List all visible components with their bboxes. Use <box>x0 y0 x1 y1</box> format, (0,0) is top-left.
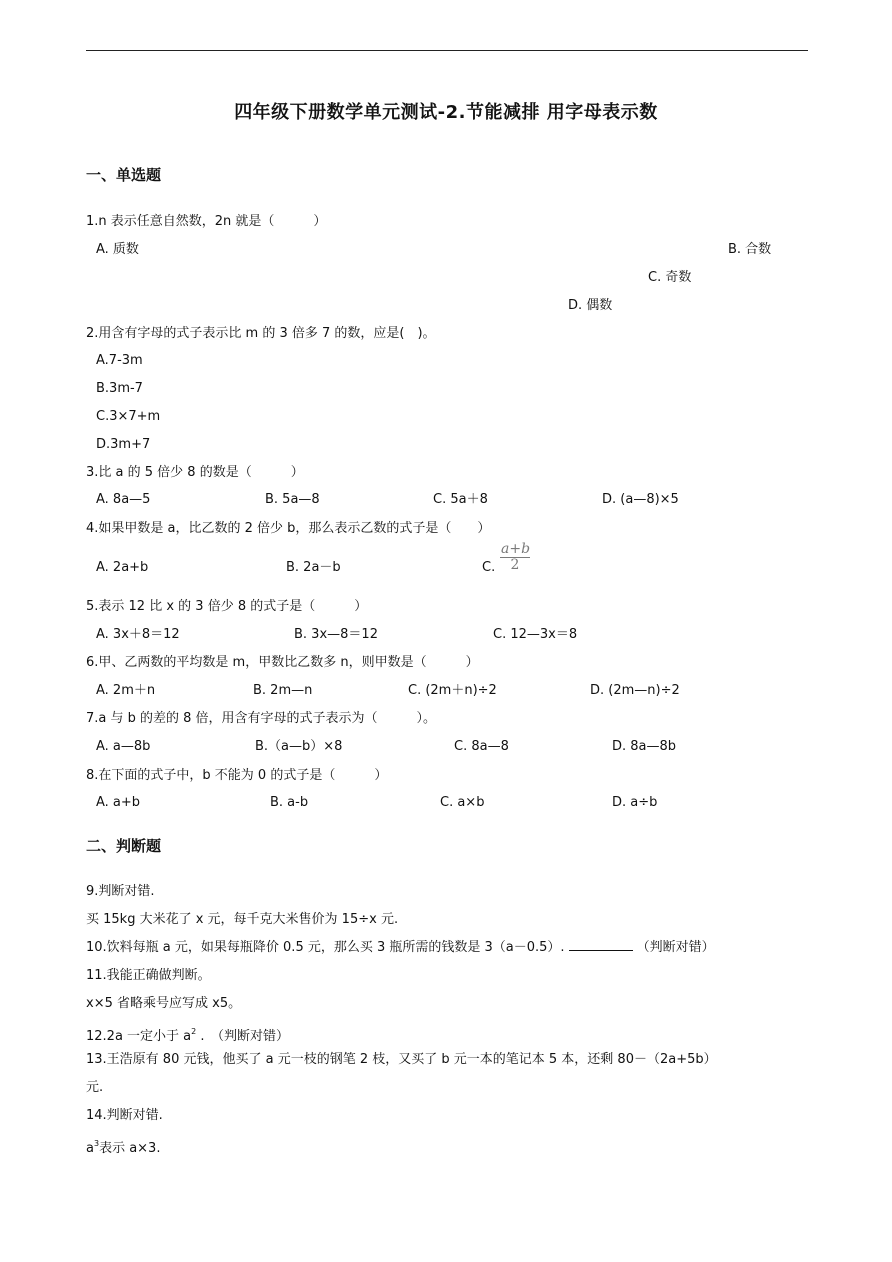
question-12-post: . （判断对错） <box>196 1029 290 1044</box>
question-4-option-b: B. 2a－b <box>286 560 341 575</box>
question-7-option-c: C. 8a—8 <box>454 739 509 754</box>
question-2-option-a: A.7-3m <box>96 353 143 368</box>
question-6-stem: 6.甲、乙两数的平均数是 m，甲数比乙数多 n，则甲数是（ ） <box>86 655 479 670</box>
question-7-option-b: B.（a—b）×8 <box>255 739 343 754</box>
question-2-option-c: C.3×7+m <box>96 409 161 424</box>
question-12-exponent: 2 <box>191 1027 197 1036</box>
fraction-numerator: a+b <box>501 541 531 557</box>
fraction-denominator: 2 <box>510 557 520 573</box>
question-4-option-a: A. 2a+b <box>96 560 149 575</box>
question-13-line-1: 13.王浩原有 80 元钱，他买了 a 元一枝的钢笔 2 枝，又买了 b 元一本的笔记本 5 本，还剩 80－（2a+5b） <box>86 1052 717 1067</box>
question-1-option-a: A. 质数 <box>96 242 139 257</box>
question-8-option-a: A. a+b <box>96 795 141 810</box>
page-title: 四年级下册数学单元测试-2.节能减排 用字母表示数 <box>234 102 658 123</box>
question-14-body <box>86 1134 160 1159</box>
question-3-stem: 3.比 a 的 5 倍少 8 的数是（ ） <box>86 465 304 480</box>
question-2-option-b: B.3m-7 <box>96 381 143 396</box>
section-heading-single-choice: 一、单选题 <box>86 166 162 184</box>
question-6-option-a: A. 2m＋n <box>96 683 156 698</box>
question-14-pre: a <box>86 1141 94 1156</box>
question-4-stem: 4.如果甲数是 a，比乙数的 2 倍少 b，那么表示乙数的式子是（ ） <box>86 521 491 536</box>
question-10-stem: 10.饮料每瓶 a 元，如果每瓶降价 0.5 元，那么买 3 瓶所需的钱数是 3（a－0.5）. <box>86 940 565 955</box>
question-8-option-c: C. a×b <box>440 795 485 810</box>
question-3-option-c: C. 5a＋8 <box>433 492 488 507</box>
question-5-option-c: C. 12—3x＝8 <box>493 627 578 642</box>
question-8-stem: 8.在下面的式子中，b 不能为 0 的式子是（ ） <box>86 768 388 783</box>
question-7-stem: 7.a 与 b 的差的 8 倍，用含有字母的式子表示为（ ）。 <box>86 711 437 726</box>
question-14-post: 表示 a×3. <box>99 1141 161 1156</box>
question-4-option-c-fraction <box>500 542 530 573</box>
question-12 <box>86 1022 289 1047</box>
question-5-option-b: B. 3x—8＝12 <box>294 627 378 642</box>
question-9-body: 买 15kg 大米花了 x 元，每千克大米售价为 15÷x 元. <box>86 912 399 927</box>
question-2-stem: 2.用含有字母的式子表示比 m 的 3 倍多 7 的数，应是( )。 <box>86 326 436 341</box>
question-11-stem: 11.我能正确做判断。 <box>86 968 211 983</box>
question-5-option-a: A. 3x＋8＝12 <box>96 627 180 642</box>
question-2-option-d: D.3m+7 <box>96 437 151 452</box>
question-14-exponent: 3 <box>93 1139 100 1148</box>
question-1-option-b: B. 合数 <box>728 242 772 257</box>
question-3-option-a: A. 8a—5 <box>96 492 151 507</box>
question-7-option-a: A. a—8b <box>96 739 151 754</box>
question-1-stem: 1.n 表示任意自然数，2n 就是（ ） <box>86 214 327 229</box>
question-1-option-d: D. 偶数 <box>568 298 613 313</box>
section-heading-true-false: 二、判断题 <box>86 837 162 855</box>
question-1-option-c: C. 奇数 <box>648 270 692 285</box>
question-11-body: x×5 省略乘号应写成 x5。 <box>86 996 242 1011</box>
question-3-option-b: B. 5a—8 <box>265 492 320 507</box>
question-7-option-d: D. 8a—8b <box>612 739 677 754</box>
question-13-line-2: 元. <box>86 1080 104 1095</box>
question-6-option-b: B. 2m—n <box>253 683 313 698</box>
question-9-stem: 9.判断对错. <box>86 884 155 899</box>
question-6-option-d: D. (2m—n)÷2 <box>590 683 680 698</box>
question-3-option-d: D. (a—8)×5 <box>602 492 679 507</box>
answer-blank[interactable] <box>569 938 633 951</box>
question-6-option-c: C. (2m＋n)÷2 <box>408 683 497 698</box>
question-8-option-b: B. a-b <box>270 795 309 810</box>
question-8-option-d: D. a÷b <box>612 795 658 810</box>
top-rule <box>86 50 808 51</box>
question-5-stem: 5.表示 12 比 x 的 3 倍少 8 的式子是（ ） <box>86 599 368 614</box>
question-12-pre: 12.2a 一定小于 a <box>86 1029 192 1044</box>
question-4-option-c: C. <box>482 560 496 575</box>
question-10-tail: （判断对错） <box>636 940 715 955</box>
question-14-stem: 14.判断对错. <box>86 1108 163 1123</box>
question-10 <box>86 938 715 958</box>
